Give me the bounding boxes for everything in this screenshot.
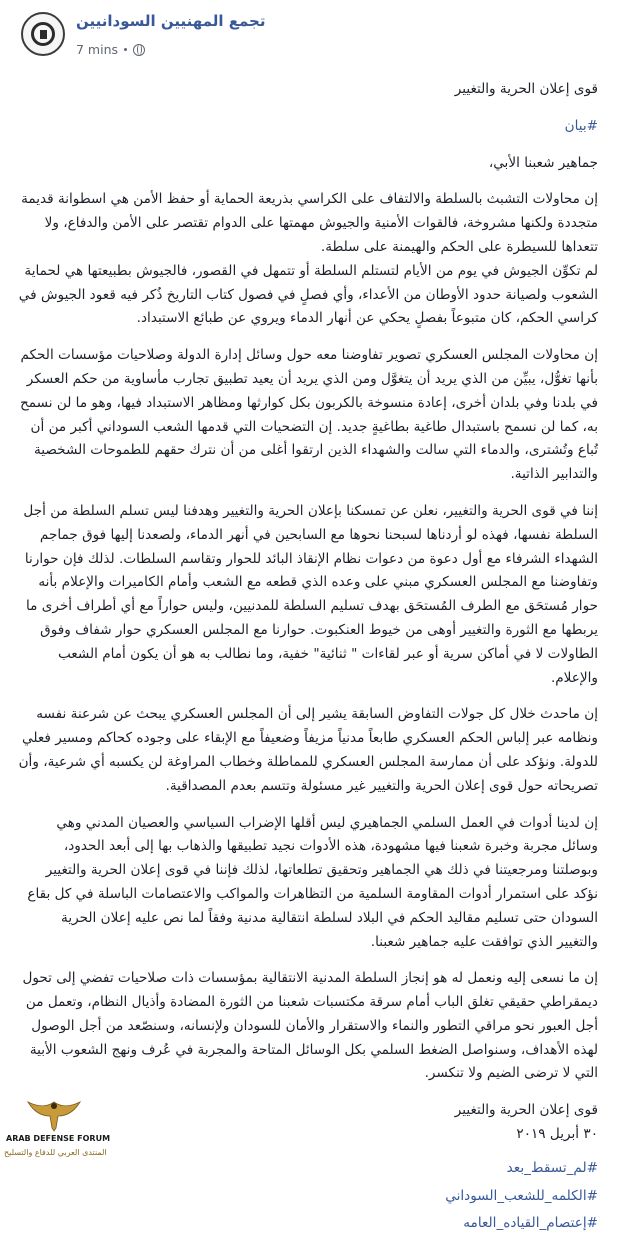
avatar-logo-mark [40, 30, 47, 39]
signature: قوى إعلان الحرية والتغيير [454, 1102, 598, 1119]
paragraph-1: إن محاولات التشبث بالسلطة والالتفاف على الكراسي بذريعة الحماية أو حفظ الأمن هي اسطوانة قديمة متجددة ولكنها مشروخة، فالقوات الأمنية والجيوش مهمتها على الدوام تقتصر على الأمن والدفاع، ولا تتعداها للسيطرة على الحكم والهيمنة على سلطة. [21, 191, 598, 255]
greeting: جماهير شعبنا الأبي، [488, 154, 598, 171]
hashtag-link[interactable]: #إعتصام_القياده_العامه [463, 1215, 598, 1232]
paragraph-5: إن ماحدث خلال كل جولات التفاوض السابقة يشير إلى أن المجلس العسكري يبحث عن شرعنة نفسه ونظامه عبر إلباس الحكم العسكري طابعاً مدنياً مزيفاً وضعيفاً مع الإبقاء على وجوده كحاكم ومسير فعلي للدولة. ونؤكد على أن ممارسة المجلس العسكري للمماطلة وخطاب المراوغة لن يكسبه أي شرعية، وأن تصريحاته حول قوى إعلان الحرية والتغيير غير مسئولة وتتسم بعدم المصداقية. [18, 706, 598, 794]
hashtag-list [18, 1157, 598, 1236]
forum-watermark [2, 1098, 111, 1165]
watermark-title: ARAB DEFENSE FORUM [6, 1134, 111, 1143]
paragraph-4: إننا في قوى الحرية والتغيير، نعلن عن تمسكنا بإعلان الحرية والتغيير وهدفنا ليس تسلم السلطة من أجل السلطة نفسها، فهذه لو أردناها لسبحنا نحوها مع السابحين في أنهر الدماء، ولصعدنا إليها فوق جماجم الشهداء الشرفاء مع أول دعوة من دعوات نظام الإنقاذ البائد للحوار وتقاسم السلطات. لذلك فإن حوارنا وتفاوضنا مع المجلس العسكري مبني على وعده الذي قطعه مع الشعب وأمام الكاميرات والإعلام بأنه حوار مُستحَق مع الطرف المُستحَق بهدف تسليم السلطة للمدنيين، وليس حواراً مع أي أطراف أخرى ما يربطها مع الثورة والتغيير أوهى من خيوط العنكبوت. حوارنا مع المجلس العسكري حوار شفاف وفوق الطاولات لا في أماكن سرية أو عبر لقاءات " ثنائية" خفية، وما نطالب به هو أن يكون أمام الشعب والإعلام. [23, 502, 598, 686]
post-header [0, 0, 625, 70]
post-timestamp[interactable]: 7 mins [76, 42, 119, 57]
paragraph-7: إن ما نسعى إليه ونعمل له هو إنجاز السلطة المدنية الانتقالية بمؤسسات ذات صلاحيات تفضي إلى تحول ديمقراطي حقيقي تغلق الباب أمام سرقة مكتسبات شعبنا من الثورة المضادة وأذيال النظام، وتعمل من أجل العبور نحو مراقي التطور والنماء والاستقرار والأمان للسودان ولإنسانه، وسنصّعد من أجل الوصول لهذه الأهداف، وسنواصل الضغط السلمي بكل الوسائل المتاحة والمجربة في عُرف ونهج الشعوب الأبية التي لا ترضى الضيم ولا تنكسر. [22, 970, 598, 1082]
globe-icon[interactable] [133, 44, 145, 56]
statement-date: ٣٠ أبريل ٢٠١٩ [516, 1126, 598, 1143]
post-body [0, 70, 625, 1236]
separator-dot [124, 48, 127, 51]
paragraph-2: لم تكوِّن الجيوش في يوم من الأيام لتستلم السلطة أو تتمهل في القصور، فالجيوش بطبيعتها هي لحماية الشعوب ولصيانة حدود الأوطان من الأعداء، وأي فصلٍ في فصول كتاب التاريخ ذُكر فيه قعود الجيوش في كراسي الحكم، كان متبوعاً بفصلٍ يحكي عن أنهار الدماء ويروي عن طبائع الاستبداد. [18, 262, 598, 327]
hashtag-link[interactable]: #لم_تسقط_بعد [506, 1159, 598, 1176]
hashtag-link[interactable]: #الكلمه_للشعب_السوداني [445, 1187, 598, 1204]
post-meta [76, 42, 145, 57]
paragraph-3: إن محاولات المجلس العسكري تصوير تفاوضنا معه حول وسائل إدارة الدولة وصلاحيات مؤسسات الحكم بأنها تغوُّل، يبيِّن من الذي يريد أن يتغوَّل ومن الذي يريد أن يعيد تطبيق تجارب مأساوية من حكم العسكر في بلدنا وفي بلدان أخرى، إعادة منسوخة بالكربون بكل كوارثها ومظاهر الاستبداد فيها، وهو ما لن نسمح به، كما لن نسمح باستبدال طاغية بطاغيةٍ جديد. إن التضحيات التي قدمها الشعب السوداني أكبر من أن تُباع وتُشترى، والدماء التي سالت والشهداء الذين ارتقوا أغلى من أن نترك حقهم للطموحات الشخصية والتدابير الذاتية. [20, 347, 598, 483]
post-heading: قوى إعلان الحرية والتغيير [454, 81, 598, 97]
watermark-subtitle: المنتدى العربي للدفاع والتسليح [4, 1148, 107, 1157]
page-avatar[interactable] [21, 12, 65, 56]
eagle-logo-icon [26, 1098, 82, 1132]
hashtag-statement[interactable]: #بيان [564, 117, 598, 134]
author-name[interactable]: تجمع المهنيين السودانيين [76, 12, 266, 30]
paragraph-6: إن لدينا أدوات في العمل السلمي الجماهيري ليس أقلها الإضراب السياسي والعصيان المدني وهي وسائل مجربة وخبرة شعبنا فيها مشهودة، هذه الأدوات نجيد تطبيقها والذهاب بها إلى أبعد الحدود، وبوصلتنا ومرجعيتنا في ذلك هي الجماهير وتحقيق تطلعاتها، لذلك فإننا في قوى إعلان الحرية والتغيير نؤكد على استمرار أدوات المقاومة السلمية من التظاهرات والمواكب والاعتصامات الباسلة في كل بقاع السودان حتى تسليم مقاليد الحكم في البلاد لسلطة انتقالية مدنية وفقاً لما نص عليه إعلان الحرية والتغيير الذي توافقت عليه جماهير شعبنا. [27, 814, 598, 950]
